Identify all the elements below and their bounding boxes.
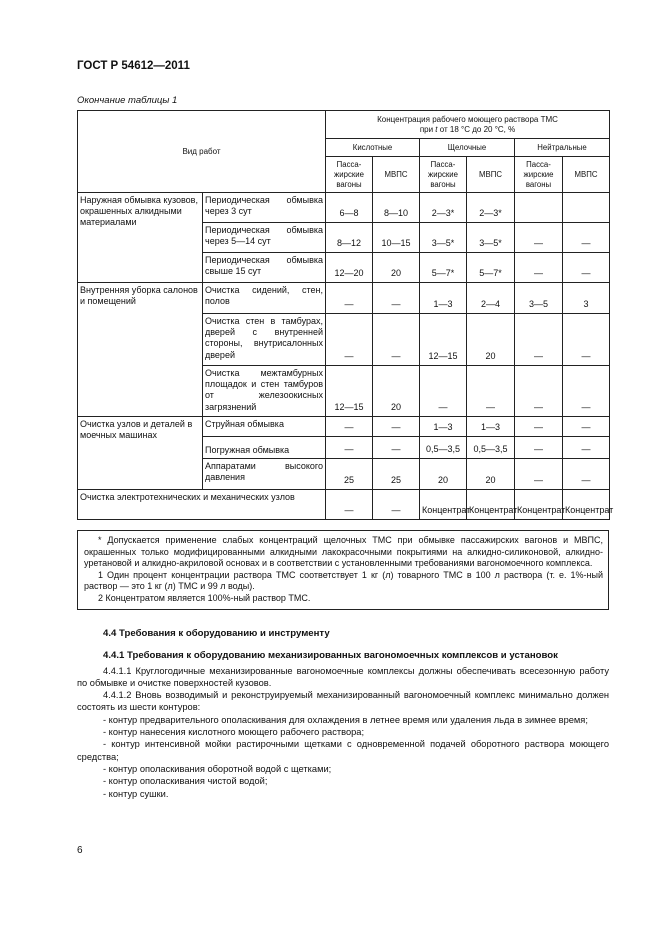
- value-cell: —: [326, 417, 373, 437]
- value-cell: 1—3: [420, 283, 467, 314]
- value-cell: 12—15: [420, 314, 467, 366]
- note-1: 1 Один процент концентрации раствора ТМС соответствует 1 кг (л) товарного ТМС в 100 л раствора (т. е. 1%-ный раствор — это 1 кг (л) ТМС и 99 л воды).: [84, 569, 603, 592]
- value-cell: 20: [373, 366, 420, 417]
- list-item: - контур предварительного ополаскивания для охлаждения в летнее время или удаления льда в зимнее время;: [103, 714, 588, 725]
- document-id: ГОСТ Р 54612—2011: [77, 60, 190, 72]
- sub-mvps: МВПС: [563, 157, 610, 193]
- value-cell: 8—10: [373, 193, 420, 223]
- value-cell: 20: [467, 459, 515, 490]
- table-row: [78, 417, 610, 437]
- group-alkaline: Щелочные: [420, 139, 515, 157]
- value-cell: 2—4: [467, 283, 515, 314]
- value-cell: —: [467, 366, 515, 417]
- sub-mvps: МВПС: [467, 157, 515, 193]
- value-cell: Концентрат: [563, 490, 610, 520]
- value-cell: 0,5—3,5: [420, 437, 467, 459]
- value-cell: —: [326, 437, 373, 459]
- concentration-title: Концентрация рабочего моющего раствора ТМС: [377, 114, 558, 124]
- value-cell: —: [563, 459, 610, 490]
- value-cell: 2—3*: [420, 193, 467, 223]
- list-item: - контур нанесения кислотного моющего рабочего раствора;: [103, 727, 365, 738]
- value-cell: 20: [373, 253, 420, 283]
- operation-label: Очистка сидений, стен, полов: [203, 283, 326, 314]
- value-cell: 20: [467, 314, 515, 366]
- section-label: Очистка узлов и деталей в моечных машинах: [78, 417, 203, 490]
- operation-label: Периодическая обмывка через 3 сут: [203, 193, 326, 223]
- section-label: Наружная обмывка кузовов, окрашенных алкидными материалами: [78, 193, 203, 283]
- body-text: [77, 628, 609, 800]
- paragraph-4-4-1-1: 4.4.1.1 Круглогодичные механизированные вагономоечные комплексы должны обеспечивать всесезонную работу по обмывке и очистке поверхностей кузовов.: [77, 665, 609, 688]
- value-cell: —: [563, 417, 610, 437]
- value-cell: —: [373, 314, 420, 366]
- value-cell: —: [373, 490, 420, 520]
- value-cell: 12—15: [326, 366, 373, 417]
- value-cell: 10—15: [373, 223, 420, 253]
- value-cell: —: [326, 283, 373, 314]
- value-cell: —: [515, 314, 563, 366]
- value-cell: 12—20: [326, 253, 373, 283]
- value-cell: [515, 193, 563, 223]
- value-cell: —: [515, 223, 563, 253]
- sub-passenger: Пасса-жирские вагоны: [515, 157, 563, 193]
- value-cell: 25: [373, 459, 420, 490]
- concentration-cond-pre: при: [419, 124, 436, 134]
- note-2: 2 Концентратом является 100%-ный раствор ТМС.: [98, 592, 311, 603]
- concentration-table: [77, 110, 614, 520]
- value-cell: —: [515, 417, 563, 437]
- table-row: [78, 193, 610, 223]
- sub-passenger: Пасса-жирские вагоны: [420, 157, 467, 193]
- operation-label: Струйная обмывка: [203, 417, 326, 437]
- value-cell: Концентрат: [420, 490, 467, 520]
- value-cell: 5—7*: [420, 253, 467, 283]
- section-heading-4-4-1: 4.4.1 Требования к оборудованию механизированных вагономоечных комплексов и установок: [103, 650, 558, 662]
- value-cell: —: [373, 283, 420, 314]
- section-label: Внутренняя уборка салонов и помещений: [78, 283, 203, 417]
- sub-passenger: Пасса-жирские вагоны: [326, 157, 373, 193]
- value-cell: 0,5—3,5: [467, 437, 515, 459]
- value-cell: —: [515, 459, 563, 490]
- value-cell: 3: [563, 283, 610, 314]
- value-cell: [563, 193, 610, 223]
- value-cell: —: [563, 437, 610, 459]
- operation-label: Аппаратами высокого давления: [203, 459, 326, 490]
- value-cell: Концентрат: [515, 490, 563, 520]
- value-cell: 2—3*: [467, 193, 515, 223]
- value-cell: 25: [326, 459, 373, 490]
- value-cell: —: [373, 417, 420, 437]
- value-cell: Концентрат: [467, 490, 515, 520]
- value-cell: 5—7*: [467, 253, 515, 283]
- list-item: - контур ополаскивания оборотной водой с щетками;: [103, 763, 332, 774]
- value-cell: —: [563, 253, 610, 283]
- section-label: Очистка электротехнических и механических узлов: [78, 490, 326, 520]
- value-cell: 6—8: [326, 193, 373, 223]
- page-number: 6: [77, 845, 83, 856]
- sub-mvps: МВПС: [373, 157, 420, 193]
- section-heading-4-4: 4.4 Требования к оборудованию и инструменту: [103, 628, 330, 639]
- value-cell: —: [563, 314, 610, 366]
- operation-label: Периодическая обмывка через 5—14 сут: [203, 223, 326, 253]
- concentration-cond-post: от 18 °С до 20 °С, %: [437, 124, 516, 134]
- value-cell: —: [515, 366, 563, 417]
- value-cell: 3—5*: [420, 223, 467, 253]
- value-cell: —: [326, 490, 373, 520]
- operation-label: Погружная обмывка: [203, 437, 326, 459]
- value-cell: 8—12: [326, 223, 373, 253]
- group-acid: Кислотные: [326, 139, 420, 157]
- table-row: [78, 283, 610, 314]
- list-item: - контур интенсивной мойки растирочными щетками с одновременной подачей оборотного раствора моющего средства;: [77, 739, 609, 762]
- operation-label: Периодическая обмывка свыше 15 сут: [203, 253, 326, 283]
- value-cell: —: [326, 314, 373, 366]
- table-notes: [77, 530, 609, 610]
- value-cell: —: [373, 437, 420, 459]
- value-cell: —: [420, 366, 467, 417]
- concentration-cond-var: t: [435, 124, 438, 134]
- col-header-concentration: [326, 111, 610, 139]
- list-item: - контур сушки.: [103, 788, 169, 799]
- value-cell: —: [515, 253, 563, 283]
- list-item: - контур ополаскивания чистой водой;: [103, 776, 268, 787]
- value-cell: —: [563, 223, 610, 253]
- col-header-work-type: Вид работ: [78, 111, 326, 193]
- paragraph-4-4-1-2: 4.4.1.2 Вновь возводимый и реконструируемый механизированный вагономоечный комплекс минимально должен состоять из шести контуров:: [77, 690, 609, 713]
- value-cell: 3—5*: [467, 223, 515, 253]
- note-star: * Допускается применение слабых концентраций щелочных ТМС при обмывке пассажирских вагонов и МВПС, окрашенных только модифицированными алкидными лакокрасочными покрытиями на алкидно-силиконовой, алкидно-уретановой и алкидно-акриловой основах и в соответствии с установленными требованиями вагономоечного комплекса.: [84, 535, 603, 569]
- group-neutral: Нейтральные: [515, 139, 610, 157]
- table-row: [78, 490, 610, 520]
- value-cell: —: [515, 437, 563, 459]
- value-cell: 20: [420, 459, 467, 490]
- value-cell: 1—3: [420, 417, 467, 437]
- value-cell: 3—5: [515, 283, 563, 314]
- table-caption: Окончание таблицы 1: [77, 95, 178, 106]
- operation-label: Очистка межтамбурных площадок и стен тамбуров от железоокисных загрязнений: [203, 366, 326, 417]
- value-cell: —: [563, 366, 610, 417]
- value-cell: 1—3: [467, 417, 515, 437]
- operation-label: Очистка стен в тамбурах, дверей с внутренней стороны, внутрисалонных дверей: [203, 314, 326, 366]
